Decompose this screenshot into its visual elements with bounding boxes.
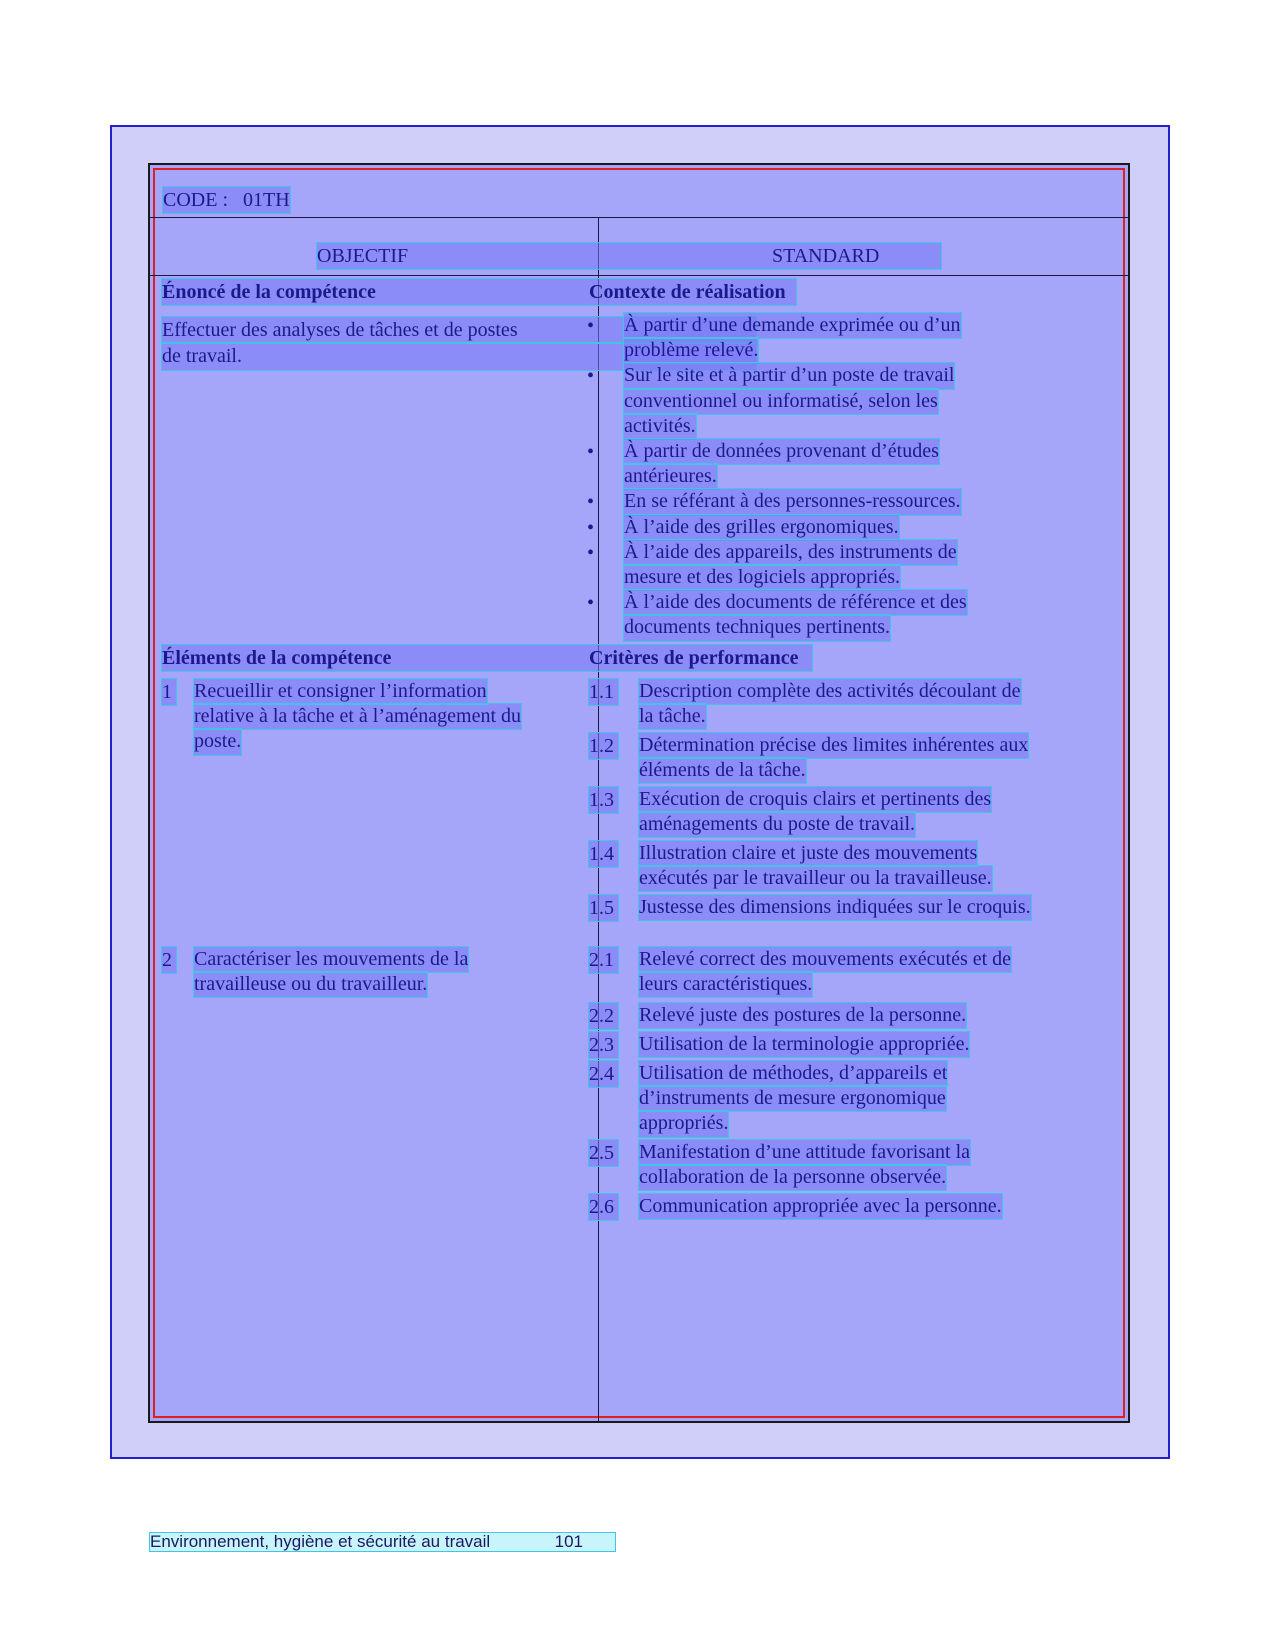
critere-item-line: Relevé juste des postures de la personne. bbox=[639, 1003, 966, 1028]
contexte-item-line: À l’aide des documents de référence et des bbox=[624, 590, 967, 615]
critere-item-line: Justesse des dimensions indiquées sur le croquis. bbox=[639, 895, 1031, 920]
contexte-item-line: mesure et des logiciels appropriés. bbox=[624, 565, 900, 590]
bullet-icon: • bbox=[587, 516, 595, 539]
contexte-item-line: En se référant à des personnes-ressources. bbox=[624, 489, 961, 514]
contexte-item-line: Sur le site et à partir d’un poste de travail bbox=[624, 363, 954, 388]
critere-item-line: Description complète des activités découlant de bbox=[639, 679, 1021, 704]
critere-number: 2.5 bbox=[589, 1140, 618, 1166]
bullet-icon: • bbox=[587, 441, 595, 463]
contexte-item bbox=[624, 515, 899, 540]
contexte-item bbox=[624, 489, 961, 514]
contexte-item-line: À l’aide des grilles ergonomiques. bbox=[624, 515, 899, 540]
header-standard: STANDARD bbox=[772, 245, 880, 267]
element-item-line: travailleuse ou du travailleur. bbox=[194, 972, 427, 997]
critere-item bbox=[639, 679, 1021, 729]
element-item-line: Caractériser les mouvements de la bbox=[194, 947, 468, 972]
enonce-heading: Énoncé de la compétence Contexte de réalisation bbox=[162, 279, 796, 305]
contexte-item bbox=[624, 540, 957, 590]
critere-item-line: la tâche. bbox=[639, 704, 706, 729]
critere-item-line: Relevé correct des mouvements exécutés et de bbox=[639, 947, 1011, 972]
element-item bbox=[194, 947, 468, 997]
header-objectif: OBJECTIF STANDARD bbox=[317, 243, 941, 269]
element-item-line: Recueillir et consigner l’information bbox=[194, 679, 487, 704]
contexte-item bbox=[624, 313, 961, 363]
bullet-icon: • bbox=[587, 365, 595, 388]
critere-item-line: Exécution de croquis clairs et pertinents des bbox=[639, 787, 991, 812]
element-number: 1 bbox=[162, 679, 176, 705]
critere-number: 2.6 bbox=[589, 1194, 618, 1220]
critere-item-line: Utilisation de méthodes, d’appareils et bbox=[639, 1061, 947, 1086]
critere-item-line: appropriés. bbox=[639, 1111, 728, 1136]
bullet-icon: • bbox=[587, 592, 595, 615]
critere-item bbox=[639, 1194, 1002, 1219]
critere-item bbox=[639, 1061, 947, 1137]
contexte-item-line: À partir d’une demande exprimée ou d’un bbox=[624, 313, 961, 338]
divider-code bbox=[150, 217, 1128, 218]
contexte-item-line: À l’aide des appareils, des instruments de bbox=[624, 540, 957, 565]
contexte-item bbox=[624, 363, 954, 439]
critere-number: 2.4 bbox=[589, 1061, 618, 1087]
column-divider bbox=[598, 217, 599, 1421]
footer-title: Environnement, hygiène et sécurité au travail bbox=[150, 1532, 491, 1551]
critere-item-line: Illustration claire et juste des mouvements bbox=[639, 841, 977, 866]
bullet-icon: • bbox=[587, 315, 595, 337]
critere-number: 1.4 bbox=[589, 841, 618, 867]
critere-item bbox=[639, 733, 1028, 783]
code-label: CODE : 01TH bbox=[163, 189, 290, 211]
critere-item-line: aménagements du poste de travail. bbox=[639, 812, 915, 837]
contexte-item-line: documents techniques pertinents. bbox=[624, 615, 890, 640]
contexte-item-line: À partir de données provenant d’études bbox=[624, 439, 939, 464]
critere-item-line: Utilisation de la terminologie appropriée. bbox=[639, 1032, 969, 1057]
critere-item-line: leurs caractéristiques. bbox=[639, 972, 812, 997]
contexte-item-line: conventionnel ou informatisé, selon les bbox=[624, 389, 938, 414]
critere-item-line: collaboration de la personne observée. bbox=[639, 1165, 946, 1190]
critere-number: 2.3 bbox=[589, 1032, 618, 1058]
critere-item bbox=[639, 841, 992, 891]
contexte-item-line: problème relevé. bbox=[624, 338, 758, 363]
critere-item bbox=[639, 1140, 970, 1190]
critere-item bbox=[639, 1032, 969, 1057]
element-item-line: poste. bbox=[194, 729, 241, 754]
contexte-item bbox=[624, 590, 967, 640]
competency-table bbox=[148, 163, 1130, 1423]
bullet-icon: • bbox=[587, 491, 595, 514]
critere-item-line: Manifestation d’une attitude favorisant la bbox=[639, 1140, 970, 1165]
contexte-item-line: activités. bbox=[624, 414, 696, 439]
bullet-icon: • bbox=[587, 541, 595, 564]
contexte-item-line: antérieures. bbox=[624, 464, 717, 489]
critere-number: 1.3 bbox=[589, 787, 618, 813]
contexte-heading: Contexte de réalisation bbox=[589, 281, 786, 303]
critere-item-line: éléments de la tâche. bbox=[639, 758, 806, 783]
critere-item bbox=[639, 895, 1031, 920]
page-number: 101 bbox=[554, 1532, 583, 1551]
critere-item bbox=[639, 947, 1011, 997]
critere-number: 2.1 bbox=[589, 947, 618, 973]
critere-item-line: d’instruments de mesure ergonomique bbox=[639, 1086, 946, 1111]
critere-number: 2.2 bbox=[589, 1003, 618, 1029]
element-item-line: relative à la tâche et à l’aménagement du bbox=[194, 704, 521, 729]
critere-number: 1.5 bbox=[589, 895, 618, 921]
code-value: 01TH bbox=[243, 189, 290, 211]
critere-item-line: Détermination précise des limites inhérentes aux bbox=[639, 733, 1028, 758]
contexte-item bbox=[624, 439, 939, 489]
critere-item bbox=[639, 1003, 966, 1028]
divider-header bbox=[150, 275, 1128, 276]
enonce-text: Effectuer des analyses de tâches et de postes de travail. bbox=[162, 317, 756, 370]
critere-number: 1.2 bbox=[589, 733, 618, 759]
critere-item-line: exécutés par le travailleur ou la travailleuse. bbox=[639, 866, 992, 891]
criteres-heading: Critères de performance bbox=[589, 647, 799, 669]
critere-item bbox=[639, 787, 991, 837]
element-item bbox=[194, 679, 521, 755]
critere-number: 1.1 bbox=[589, 679, 618, 705]
page-footer bbox=[150, 1533, 615, 1551]
element-number: 2 bbox=[162, 947, 176, 973]
critere-item-line: Communication appropriée avec la personne. bbox=[639, 1194, 1002, 1219]
elements-heading: Éléments de la compétence Critères de performance bbox=[162, 645, 812, 671]
